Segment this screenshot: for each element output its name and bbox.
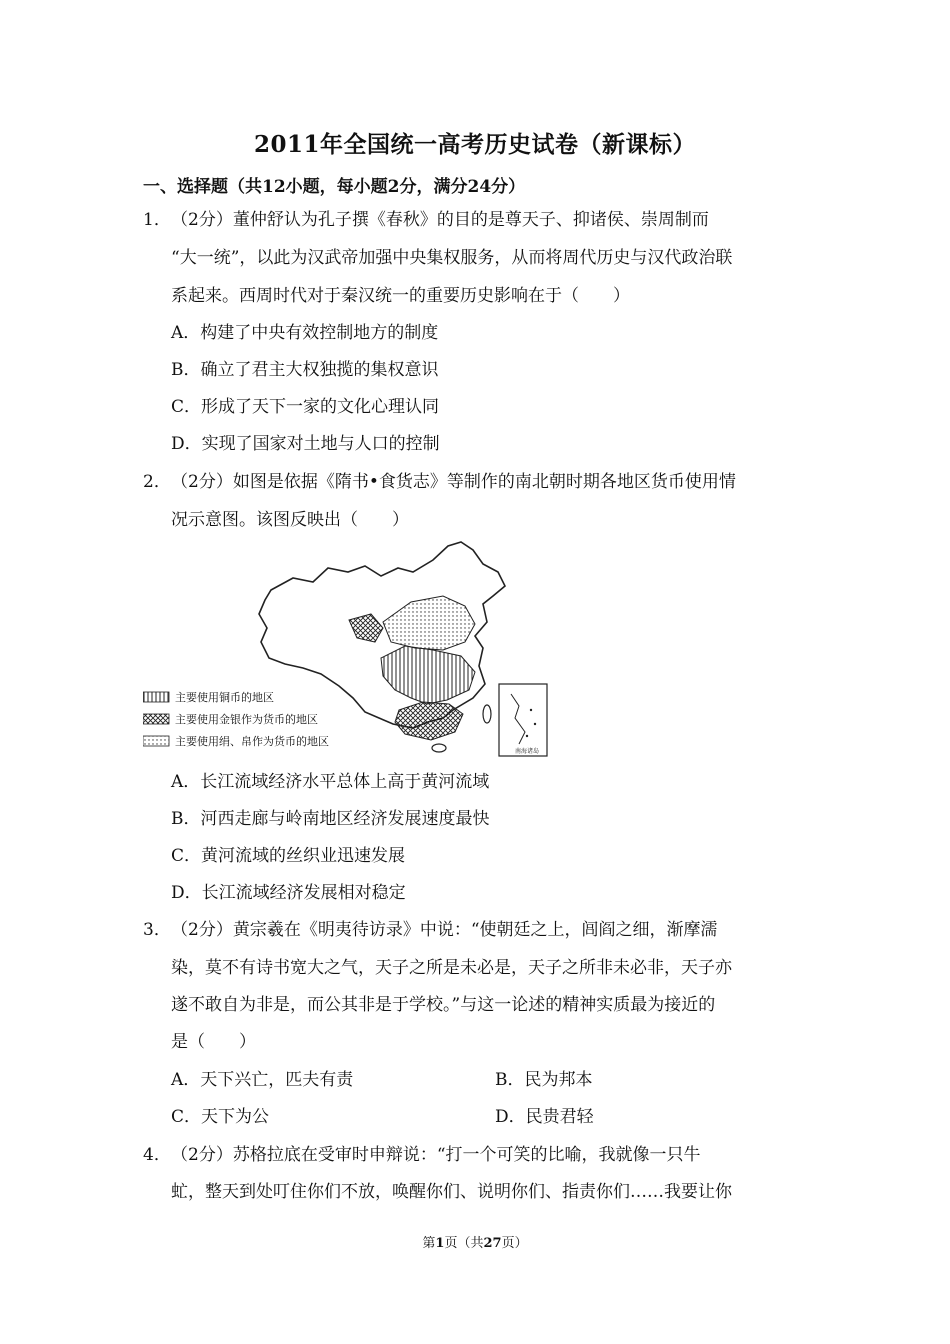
question-3-option-c: C．天下为公: [171, 1107, 270, 1127]
question-1-line-3: 系起来。西周时代对于秦汉统一的重要历史影响在于（ ）: [171, 286, 630, 306]
question-number: 2．: [143, 472, 171, 492]
question-2-option-d: D．长江流域经济发展相对稳定: [171, 883, 406, 903]
question-1-option-b: B．确立了君主大权独揽的集权意识: [171, 360, 439, 380]
question-3-line-2: 染，莫不有诗书宽大之气，天子之所是未必是，天子之所非未必非，天子亦: [171, 958, 732, 978]
question-3-option-a: A．天下兴亡，匹夫有责: [171, 1070, 354, 1090]
question-3-option-d: D．民贵君轻: [495, 1107, 594, 1127]
question-2-line-2: 况示意图。该图反映出（ ）: [171, 510, 409, 530]
china-map: [143, 538, 553, 760]
taiwan-island: [483, 705, 491, 723]
question-1-line-1: 1．（2分）董仲舒认为孔子撰《春秋》的目的是尊天子、抑诸侯、崇周制而: [143, 210, 709, 230]
question-1-option-c: C．形成了天下一家的文化心理认同: [171, 397, 440, 417]
page-footer: 第1页（共27页）: [422, 1236, 528, 1251]
legend-silk-swatch: [143, 736, 169, 746]
question-2-option-b: B．河西走廊与岭南地区经济发展速度最快: [171, 809, 490, 829]
section-heading: 一、选择题（共12小题，每小题2分，满分24分）: [143, 177, 526, 197]
question-1-line-2: “大一统”，以此为汉武帝加强中央集权服务，从而将周代历史与汉代政治联: [171, 248, 733, 268]
inset-label: 南海诸岛: [515, 749, 540, 755]
question-2-line-1: 2．（2分）如图是依据《隋书•食货志》等制作的南北朝时期各地区货币使用情: [143, 472, 736, 492]
copper-region: [381, 646, 475, 704]
gold-silver-region-south: [395, 702, 463, 740]
legend-copper-label: 主要使用铜币的地区: [175, 692, 274, 704]
question-3-line-3: 遂不敢自为非是，而公其非是于学校。”与这一论述的精神实质最为接近的: [171, 995, 716, 1015]
inset-box: [499, 684, 547, 756]
legend-gold-swatch: [143, 714, 169, 724]
legend-copper-swatch: [143, 692, 169, 702]
question-2-option-c: C．黄河流域的丝织业迅速发展: [171, 846, 406, 866]
gold-silver-region-west: [349, 614, 383, 642]
total-page-count: 27: [483, 1236, 502, 1251]
question-3-line-4: 是（ ）: [171, 1032, 256, 1052]
legend-silk-label: 主要使用绢、帛作为货币的地区: [175, 736, 329, 748]
question-3-line-1: 3．（2分）黄宗羲在《明夷待访录》中说：“使朝廷之上，闾阎之细，渐摩濡: [143, 920, 718, 940]
current-page-number: 1: [435, 1236, 445, 1251]
question-number: 1．: [143, 210, 171, 230]
question-3-option-b: B．民为邦本: [495, 1070, 593, 1090]
question-number: 4．: [143, 1145, 171, 1165]
currency-map-figure: [143, 538, 553, 760]
legend-gold-label: 主要使用金银作为货币的地区: [175, 714, 318, 726]
question-2-option-a: A．长江流域经济水平总体上高于黄河流域: [171, 772, 490, 792]
question-number: 3．: [143, 920, 171, 940]
question-4-line-2: 虻，整天到处叮住你们不放，唤醒你们、说明你们、指责你们……我要让你: [171, 1182, 732, 1202]
question-1-option-d: D．实现了国家对土地与人口的控制: [171, 434, 440, 454]
question-4-line-1: 4．（2分）苏格拉底在受审时申辩说：“打一个可笑的比喻，我就像一只牛: [143, 1145, 701, 1165]
question-1-option-a: A．构建了中央有效控制地方的制度: [171, 323, 439, 343]
hainan-island: [432, 744, 446, 752]
page-title: 2011年全国统一高考历史试卷（新课标）: [253, 131, 696, 158]
silk-region: [383, 596, 475, 650]
